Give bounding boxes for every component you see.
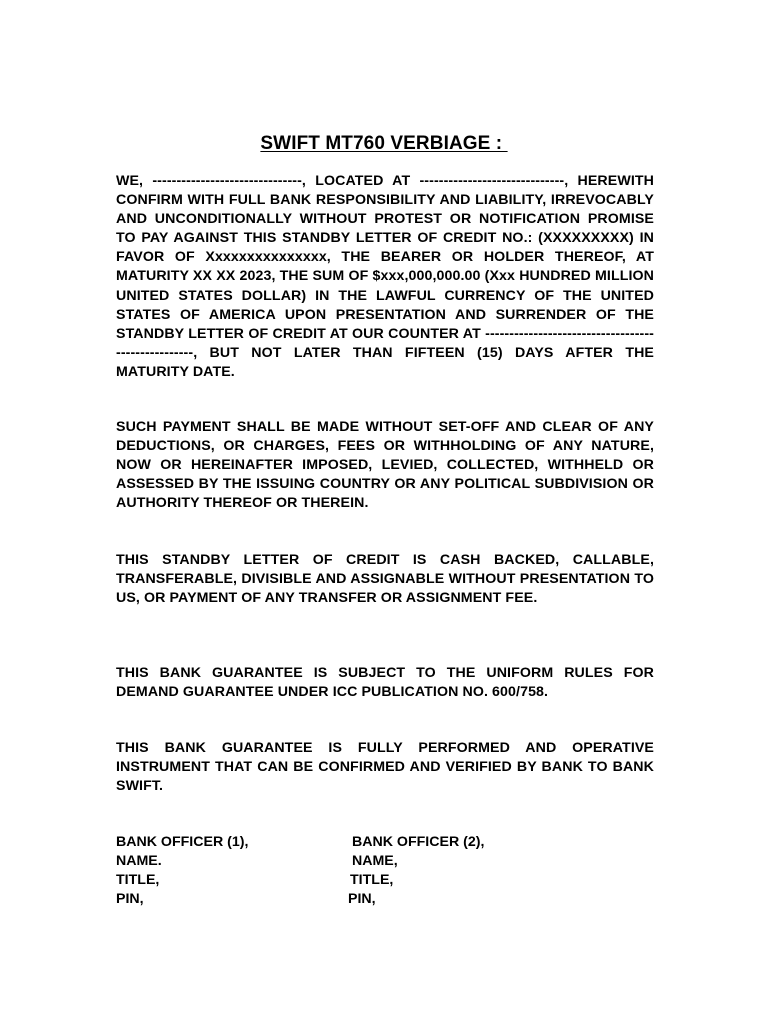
officer-1-name: NAME. xyxy=(116,853,162,870)
signature-block-officer-1 xyxy=(116,833,248,909)
paragraph-payment-terms: SUCH PAYMENT SHALL BE MADE WITHOUT SET-OFF AND CLEAR OF ANY DEDUCTIONS, OR CHARGES, FEES OR WITHHOLDING OF ANY NATURE, NOW OR HEREINAFTER IMPOSED, LEVIED, COLLECTED, WITHHELD OR ASSESSED BY THE ISSUING COUNTRY OR ANY POLITICAL SUBDIVISION OR AUTHORITY THEREOF OR THEREIN. xyxy=(116,419,654,512)
officer-2-label: BANK OFFICER (2), xyxy=(352,834,485,850)
document-title: SWIFT MT760 VERBIAGE : xyxy=(260,133,508,154)
paragraph-letter-properties: THIS STANDBY LETTER OF CREDIT IS CASH BACKED, CALLABLE, TRANSFERABLE, DIVISIBLE AND ASSIGNABLE WITHOUT PRESENTATION TO US, OR PAYMENT OF ANY TRANSFER OR ASSIGNMENT FEE. xyxy=(116,552,654,607)
officer-1-title: TITLE, xyxy=(116,872,160,889)
officer-2-pin: PIN, xyxy=(348,891,376,908)
officer-2-title: TITLE, xyxy=(350,872,394,889)
paragraph-payment-promise: WE, -------------------------------, LOCATED AT ------------------------------, HEREWITH CONFIRM WITH FULL BANK RESPONSIBILITY AND LIABILITY, IRREVOCABLY AND UNCONDITIONALLY WITHOUT PROTEST OR NOTIFICATION PROMISE TO PAY AGAINST THIS STANDBY LETTER OF CREDIT NO.: (XXXXXXXXX) IN FAVOR OF Xxxxxxxxxxxxxxx, THE BEARER OR HOLDER THEREOF, AT MATURITY XX XX 2023, THE SUM OF $xxx,000,000.00 (Xxx HUNDRED MILLION UNITED STATES DOLLAR) IN THE LAWFUL CURRENCY OF THE UNITED STATES OF AMERICA UPON PRESENTATION AND SURRENDER OF THE STANDBY LETTER OF CREDIT AT OUR COUNTER AT ---------------------------------------------------, BUT NOT LATER THAN FIFTEEN (15) DAYS AFTER THE MATURITY DATE. xyxy=(116,173,654,380)
signature-block-officer-2 xyxy=(348,833,484,909)
officer-1-pin: PIN, xyxy=(116,891,144,908)
paragraph-icc-rules: THIS BANK GUARANTEE IS SUBJECT TO THE UNIFORM RULES FOR DEMAND GUARANTEE UNDER ICC PUBLICATION NO. 600/758. xyxy=(116,665,654,701)
officer-2-name: NAME, xyxy=(352,853,398,870)
paragraph-swift-verification: THIS BANK GUARANTEE IS FULLY PERFORMED AND OPERATIVE INSTRUMENT THAT CAN BE CONFIRMED AND VERIFIED BY BANK TO BANK SWIFT. xyxy=(116,740,654,795)
officer-1-label: BANK OFFICER (1), xyxy=(116,834,249,850)
